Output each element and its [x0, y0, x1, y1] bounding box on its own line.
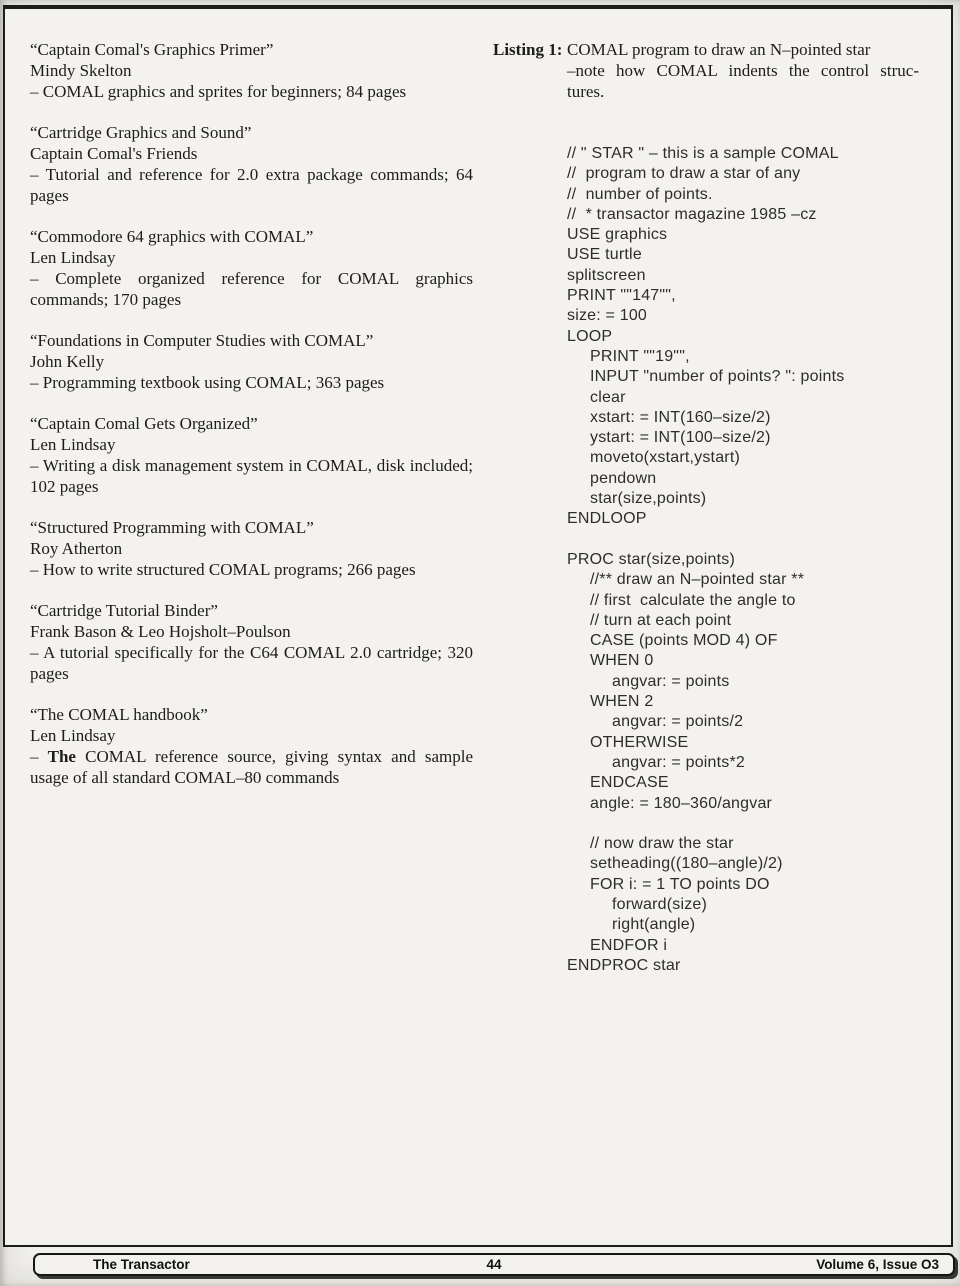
book-author: Frank Bason & Leo Hojsholt–Poulson [30, 622, 291, 641]
code-line: angvar: = points [612, 672, 730, 690]
code-line: // number of points. [567, 185, 713, 203]
code-line: ENDPROC star [567, 956, 681, 974]
book-title: “Structured Programming with COMAL” [30, 518, 314, 537]
code-line: OTHERWISE [590, 733, 689, 751]
book-entry [30, 226, 475, 310]
code-line: LOOP [567, 327, 613, 345]
code-line: ENDCASE [590, 774, 669, 792]
book-entry [30, 122, 475, 206]
listing-caption [567, 39, 919, 102]
book-list [5, 9, 475, 1245]
code-line: // " STAR " – this is a sample COMAL [567, 145, 839, 162]
book-description: – The COMAL reference source, giving syntax and sample usage of all standard COMAL–80 commands [30, 747, 474, 787]
book-description: – Programming textbook using COMAL; 363 pages [30, 373, 385, 392]
code-line: setheading((180–angle)/2) [590, 855, 783, 873]
book-author: Len Lindsay [30, 248, 116, 267]
code-line: // program to draw a star of any [567, 165, 801, 183]
listing-header [493, 39, 927, 102]
book-entry [30, 330, 475, 393]
listing-column [475, 9, 951, 1245]
code-line: moveto(xstart,ystart) [590, 449, 741, 467]
book-title: “Commodore 64 graphics with COMAL” [30, 227, 314, 246]
code-line [567, 814, 927, 834]
listing-caption-line: COMAL program to draw an N–pointed star [567, 40, 871, 59]
code-line: FOR i: = 1 TO points DO [590, 875, 770, 893]
code-line: pendown [590, 469, 657, 487]
book-author: Mindy Skelton [30, 61, 132, 80]
book-entry [30, 704, 475, 788]
listing-caption-line: tures. [567, 82, 605, 101]
code-line: forward(size) [612, 895, 708, 913]
book-title: “Captain Comal Gets Organized” [30, 414, 258, 433]
code-line: angvar: = points*2 [612, 753, 746, 771]
code-line: WHEN 2 [590, 693, 654, 711]
book-title: “Cartridge Tutorial Binder” [30, 601, 218, 620]
book-entry [30, 600, 475, 684]
book-description: – How to write structured COMAL programs; 266 pages [30, 560, 416, 579]
code-line [567, 530, 927, 550]
book-entry [30, 517, 475, 580]
book-author: Roy Atherton [30, 539, 123, 558]
code-line: xstart: = INT(160–size/2) [590, 408, 771, 426]
code-line: PROC star(size,points) [567, 550, 735, 568]
book-description: – A tutorial specifically for the C64 COMAL 2.0 cartridge; 320 pages [30, 643, 473, 683]
book-title: “Foundations in Computer Studies with COMAL” [30, 331, 374, 350]
code-line: PRINT ""19"", [590, 347, 690, 365]
book-description: – COMAL graphics and sprites for beginners; 84 pages [30, 82, 407, 101]
code-line: WHEN 0 [590, 652, 654, 670]
listing-label: Listing 1: [493, 40, 563, 59]
code-line: INPUT "number of points? ": points [590, 368, 845, 386]
page-columns [5, 9, 951, 1245]
code-line: ENDFOR i [590, 936, 668, 954]
footer-bar [33, 1253, 955, 1276]
code-line: USE graphics [567, 226, 668, 244]
book-author: John Kelly [30, 352, 105, 371]
footer-issue-label: Volume 6, Issue O3 [816, 1257, 939, 1272]
book-title: “The COMAL handbook” [30, 705, 208, 724]
code-line: USE turtle [567, 246, 642, 264]
book-author: Len Lindsay [30, 435, 116, 454]
code-line: star(size,points) [590, 490, 707, 508]
footer-magazine-name: The Transactor [93, 1257, 190, 1272]
book-description: – Complete organized reference for COMAL graphics commands; 170 pages [30, 269, 473, 309]
code-line: ystart: = INT(100–size/2) [590, 429, 771, 447]
code-line: splitscreen [567, 266, 646, 284]
code-line: // first calculate the angle to [590, 591, 796, 609]
code-listing [567, 144, 927, 976]
book-entry [30, 39, 475, 102]
code-line: // turn at each point [590, 611, 732, 629]
book-author: Len Lindsay [30, 726, 116, 745]
code-line: PRINT ""147"", [567, 287, 676, 305]
listing-caption-line: –note how COMAL indents the control struc- [567, 61, 919, 80]
code-line: size: = 100 [567, 307, 648, 325]
code-line: right(angle) [612, 916, 696, 934]
code-line: //** draw an N–pointed star ** [590, 571, 805, 589]
code-line: clear [590, 388, 626, 406]
code-line: angvar: = points/2 [612, 713, 744, 731]
book-description: – Tutorial and reference for 2.0 extra package commands; 64 pages [30, 165, 473, 205]
book-author: Captain Comal's Friends [30, 144, 198, 163]
code-line: // * transactor magazine 1985 –cz [567, 205, 817, 223]
code-line: ENDLOOP [567, 510, 647, 528]
book-entry [30, 413, 475, 497]
book-title: “Captain Comal's Graphics Primer” [30, 40, 274, 59]
code-line: CASE (points MOD 4) OF [590, 632, 778, 650]
page-border-box [3, 5, 953, 1247]
book-description: – Writing a disk management system in COMAL, disk included; 102 pages [30, 456, 473, 496]
code-line: angle: = 180–360/angvar [590, 794, 773, 812]
footer-page-number: 44 [486, 1257, 502, 1272]
code-line: // now draw the star [590, 835, 734, 853]
book-title: “Cartridge Graphics and Sound” [30, 123, 252, 142]
